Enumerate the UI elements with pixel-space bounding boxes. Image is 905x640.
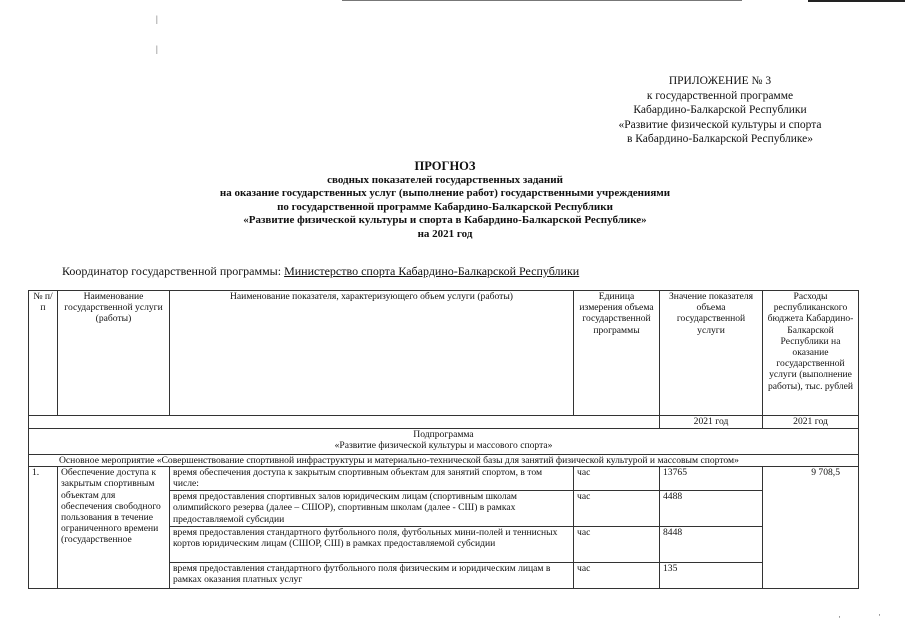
header-value: Значение показателя объема государственной услуги	[660, 291, 763, 416]
header-unit: Единица измерения объема государственной программы	[574, 291, 660, 416]
header-num: № п/п	[29, 291, 58, 416]
header-spacer	[29, 416, 660, 429]
subprogram-label: Подпрограмма	[413, 429, 474, 440]
forecast-table	[28, 290, 859, 589]
main-event-row: Основное мероприятие «Совершенствование спортивной инфраструктуры и материально-технической базы для занятий физической культурой и массовым спортом»	[29, 455, 859, 467]
row-value: 135	[660, 563, 763, 589]
appendix-block	[560, 74, 880, 147]
appendix-line: в Кабардино-Балкарской Республике»	[626, 133, 814, 146]
appendix-title: ПРИЛОЖЕНИЕ № 3	[668, 75, 772, 87]
document-heading	[150, 160, 740, 242]
heading-line: на 2021 год	[417, 227, 473, 240]
heading-line: на оказание государственных услуг (выполнение работ) государственными учреждениями	[219, 187, 671, 200]
appendix-line: Кабардино-Балкарской Республики	[633, 104, 807, 117]
header-indicator: Наименование показателя, характеризующего объем услуги (работы)	[170, 291, 574, 416]
scan-top-line	[342, 0, 742, 1]
row-value: 13765	[660, 467, 763, 491]
header-expenses: Расходы республиканского бюджета Кабардино-Балкарской Республики на оказание государственной услуги (выполнение работы), тыс. рублей	[763, 291, 859, 416]
row-unit: час	[574, 527, 660, 563]
subprogram-name: «Развитие физической культуры и массового спорта»	[334, 440, 553, 452]
heading-line: «Развитие физической культуры и спорта в Кабардино-Балкарской Республике»	[243, 214, 647, 227]
row-service: Обеспечение доступа к закрытым спортивным объектам для обеспечения свободного пользования в течение ограниченного времени (государственное	[58, 467, 170, 589]
row-value: 8448	[660, 527, 763, 563]
row-indicator: время предоставления стандартного футбольного поля физическим и юридическим лицам в рамках оказания платных услуг	[170, 563, 574, 589]
coordinator-label: Координатор государственной программы:	[62, 264, 282, 278]
row-expenses: 9 708,5	[763, 467, 859, 589]
scan-speck: ·	[878, 610, 881, 620]
header-year-expenses: 2021 год	[763, 416, 859, 429]
scan-top-edge	[808, 0, 905, 2]
row-num: 1.	[29, 467, 58, 589]
row-indicator: время предоставления стандартного футбольного поля, футбольных мини-полей и теннисных кортов юридическим лицам (СШОР, СШ) в рамках предоставляемой субсидии	[170, 527, 574, 563]
coordinator-value: Министерство спорта Кабардино-Балкарской Республики	[284, 264, 580, 278]
row-unit: час	[574, 467, 660, 491]
scan-speck: |	[156, 44, 158, 54]
row-indicator: время обеспечения доступа к закрытым спортивным объектам для занятий спортом, в том числе:	[170, 467, 574, 491]
scan-speck: |	[156, 14, 158, 24]
coordinator-line	[62, 264, 579, 279]
heading-line: сводных показателей государственных заданий	[327, 173, 563, 186]
row-value: 4488	[660, 491, 763, 527]
header-year-value: 2021 год	[660, 416, 763, 429]
subprogram-row	[29, 429, 859, 455]
row-unit: час	[574, 491, 660, 527]
heading-line: по государственной программе Кабардино-Балкарской Республики	[277, 200, 613, 213]
scan-speck: ·	[838, 612, 841, 622]
document-title: ПРОГНОЗ	[414, 159, 476, 173]
appendix-line: к государственной программе	[646, 89, 794, 102]
row-indicator: время предоставления спортивных залов юридическим лицам (спортивным школам олимпийского резерва (далее – СШОР), спортивным школам (далее - СШ) в рамках предоставляемой субсидии	[170, 491, 574, 527]
header-service: Наименование государственной услуги (работы)	[58, 291, 170, 416]
row-unit: час	[574, 563, 660, 589]
appendix-line: «Развитие физической культуры и спорта	[618, 118, 822, 131]
